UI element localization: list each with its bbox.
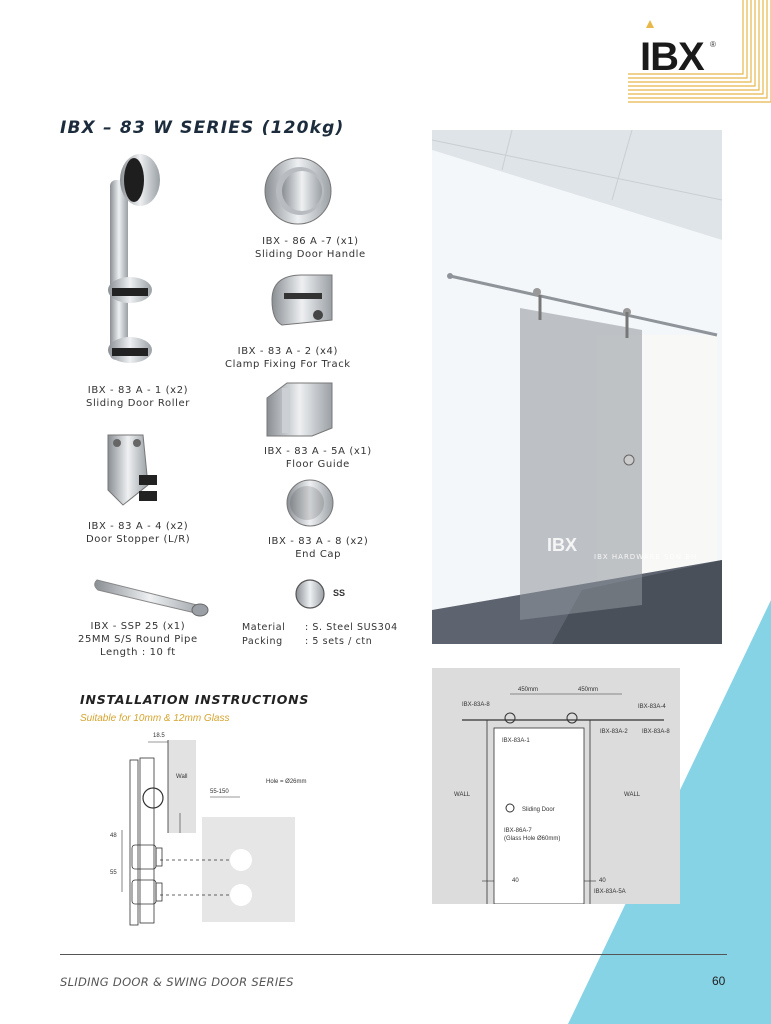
product-code: IBX - 86 A -7 (x1): [262, 236, 359, 247]
page-title: IBX – 83 W SERIES (120kg): [60, 118, 345, 138]
product-code: IBX - SSP 25 (x1): [90, 621, 186, 632]
photo-watermark-logo: IBX: [547, 535, 578, 555]
product-code: IBX - 83 A - 4 (x2): [87, 521, 189, 532]
product-name: Sliding Door Roller: [86, 398, 190, 409]
product-caption-floor-guide: [264, 445, 372, 471]
layout-diagram: [432, 668, 680, 904]
product-code: IBX - 83 A - 1 (x2): [87, 385, 189, 396]
end-cap-image: [285, 478, 335, 528]
product-code: IBX - 83 A - 5A (x1): [264, 446, 372, 457]
product-caption-roller: [86, 384, 190, 410]
finish-label: SS: [333, 588, 346, 598]
handle-code-label: IBX-86A-7: [504, 828, 532, 834]
dim-450-right: 450mm: [578, 687, 599, 693]
end-cap-left-label: IBX-83A-8: [462, 702, 490, 708]
photo-watermark-text: IBX HARDWARE SDN BH: [594, 553, 698, 561]
product-caption-clamp: [225, 345, 351, 371]
round-pipe-image: [92, 560, 212, 620]
registered-mark: ®: [710, 40, 716, 49]
door-label: Sliding Door: [522, 807, 555, 813]
product-name: Door Stopper (L/R): [86, 534, 191, 545]
hole-label: Hole = Ø26mm: [266, 779, 307, 785]
installation-title: INSTALLATION INSTRUCTIONS: [80, 692, 310, 707]
product-name: End Cap: [295, 549, 342, 560]
product-name: Floor Guide: [285, 459, 350, 470]
floor-guide-image: [262, 378, 337, 438]
installation-subtitle: Suitable for 10mm & 12mm Glass: [80, 713, 230, 724]
range-label: 55-150: [210, 789, 229, 795]
sliding-door-handle-image: [262, 155, 334, 227]
installation-photo: [432, 130, 722, 644]
door-stopper-image: [103, 425, 163, 510]
footer-divider: [60, 954, 727, 955]
product-name: Clamp Fixing For Track: [225, 359, 351, 370]
sliding-door-roller-image: [100, 150, 160, 375]
clamp-fixing-image: [262, 265, 342, 335]
photo-scene: [432, 130, 722, 644]
gap-right-label: 40: [599, 878, 606, 884]
product-caption-pipe: [78, 620, 198, 659]
clamp-label: IBX-83A-2: [600, 729, 628, 735]
roller-label: IBX-83A-1: [502, 738, 530, 744]
spec-packing-label: Packing: [242, 636, 283, 647]
handle-note-label: (Glass Hole Ø60mm): [504, 836, 561, 842]
end-cap-right-label: IBX-83A-8: [642, 729, 670, 735]
product-length: Length : 10 ft: [99, 647, 176, 658]
floor-guide-label: IBX-83A-5A: [594, 889, 626, 895]
product-caption-end-cap: [268, 535, 368, 561]
spec-packing-value: : 5 sets / ctn: [305, 636, 373, 647]
dim-55: 55: [110, 870, 117, 876]
product-code: IBX - 83 A - 2 (x4): [237, 346, 339, 357]
product-name: Sliding Door Handle: [255, 249, 366, 260]
stopper-label: IBX-83A-4: [638, 704, 666, 710]
wall-label: Wall: [176, 774, 188, 780]
spec-material-label: Material: [242, 622, 286, 633]
installation-drawing: [100, 730, 300, 930]
dim-18-5: 18.5: [153, 733, 165, 739]
page-number: 60: [712, 974, 726, 988]
footer-series-title: SLIDING DOOR & SWING DOOR SERIES: [60, 975, 294, 989]
product-code: IBX - 83 A - 8 (x2): [268, 536, 369, 547]
dim-450-left: 450mm: [518, 687, 539, 693]
wall-right-label: WALL: [624, 792, 641, 798]
wall-left-label: WALL: [454, 792, 471, 798]
spec-material-value: : S. Steel SUS304: [305, 622, 398, 633]
product-name: 25MM S/S Round Pipe: [78, 634, 198, 645]
brand-logo: IBX: [640, 35, 704, 79]
gap-left-label: 40: [512, 878, 519, 884]
dim-48: 48: [110, 833, 117, 839]
ss-finish-swatch: [294, 578, 326, 610]
product-caption-handle: [255, 235, 366, 261]
product-caption-stopper: [86, 520, 190, 546]
